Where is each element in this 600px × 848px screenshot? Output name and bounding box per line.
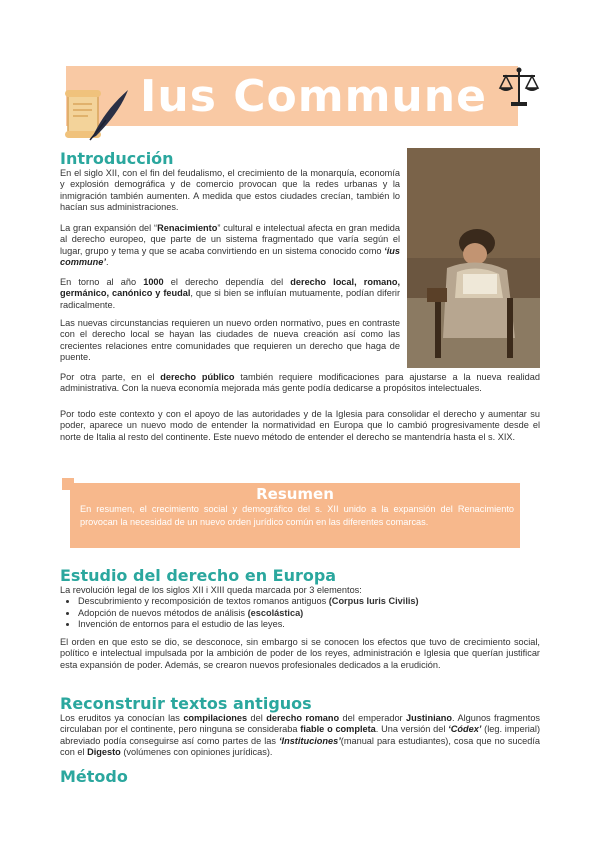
- intro-paragraph-1: En el siglo XII, con el fin del feudalismo, el crecimiento de la monarquía, economía y explosión demográfica y de comercio provocan que la redes urbanas y la inmigración también aumenten. A medida que estos ciudades crecían, también lo hacían sus administraciones.: [60, 168, 400, 213]
- reconstruir-paragraph: Los eruditos ya conocían las compilaciones del derecho romano del emperador Justiniano. Algunos fragmentos circulaban por el continente, pero ninguna se consideraba fiable o completa. Una versión del ‘Códex’ (leg. imperial) abreviado podía conseguirse así como partes de las ‘Instituciones’(manual para estudiantes), cosa que no sucedía con el Digesto (volúmenes con opiniones jurídicas).: [60, 713, 541, 758]
- summary-text: En resumen, el crecimiento social y demográfico del s. XII unido a la expansión del Renacimiento provocan la necesidad de un nuevo orden jurídico común en las diferentes comarcas.: [80, 504, 514, 527]
- list-item: • Descubrimiento y recomposición de textos romanos antiguos (Corpus Iuris Civilis): [78, 596, 419, 608]
- section-heading-introduccion: Introducción: [60, 149, 174, 168]
- page-title: Ius Commune: [140, 71, 487, 122]
- section-heading-estudio: Estudio del derecho en Europa: [60, 566, 337, 585]
- list-item: • Invención de entornos para el estudio de las leyes.: [78, 619, 419, 631]
- quill-scroll-icon: [62, 80, 134, 146]
- estudio-list: [64, 596, 419, 631]
- intro-paragraph-4: Las nuevas circunstancias requieren un nuevo orden normativo, pues en contraste con el derecho local se hayan las ciudades de nueva creación así como las crecientes relaciones entre comunidades que requieren un derecho que haga de puente.: [60, 318, 400, 363]
- painting-image: [407, 148, 540, 368]
- estudio-intro: La revolución legal de los siglos XII i XIII queda marcada por 3 elementos:: [60, 585, 362, 595]
- justice-scale-icon: [497, 66, 541, 110]
- intro-paragraph-6: Por todo este contexto y con el apoyo de las autoridades y de la Iglesia para consolidar el derecho y aumentar su poder, aparece un nuevo modo de entender la normatividad en Europa que lo cambió progresivamente desde el norte de Italia al resto del continente. Este nuevo método de entender el derecho se mantendría hasta el s. XIX.: [60, 409, 540, 442]
- estudio-outro: El orden en que esto se dio, se desconoce, sin embargo si se conocen los efectos que tuvo de crecimiento social, político e intelectual impulsada por la ambición de poder de los reyes, administración e Iglesia que querían justificar esta expansión de poder. Además, se crearon nuevos profesionales dedicados a la erudición.: [60, 637, 540, 670]
- intro-paragraph-2: La gran expansión del “Renacimiento” cultural e intelectual afecta en gran medida al derecho europeo, que parte de un sistema fragmentado que varía según el lugar, grupo y tema y que se acaba convirtiendo en un sistema conocido como ‘ius commune’.: [60, 223, 400, 268]
- intro-paragraph-5: Por otra parte, en el derecho público también requiere modificaciones para ajustarse a la nueva realidad administrativa. Con la nueva economía mejorada más gente podía dedicarse a propósitos intelectuales.: [60, 372, 540, 394]
- section-heading-metodo: Método: [60, 767, 128, 786]
- list-item: • Adopción de nuevos métodos de análisis (escolástica): [78, 608, 419, 620]
- section-heading-reconstruir: Reconstruir textos antiguos: [60, 694, 312, 713]
- intro-paragraph-3: En torno al año 1000 el derecho dependía del derecho local, romano, germánico, canónico y feudal, que si bien se influían mutuamente, podían diferir radicalmente.: [60, 277, 401, 310]
- summary-heading: Resumen: [256, 485, 334, 503]
